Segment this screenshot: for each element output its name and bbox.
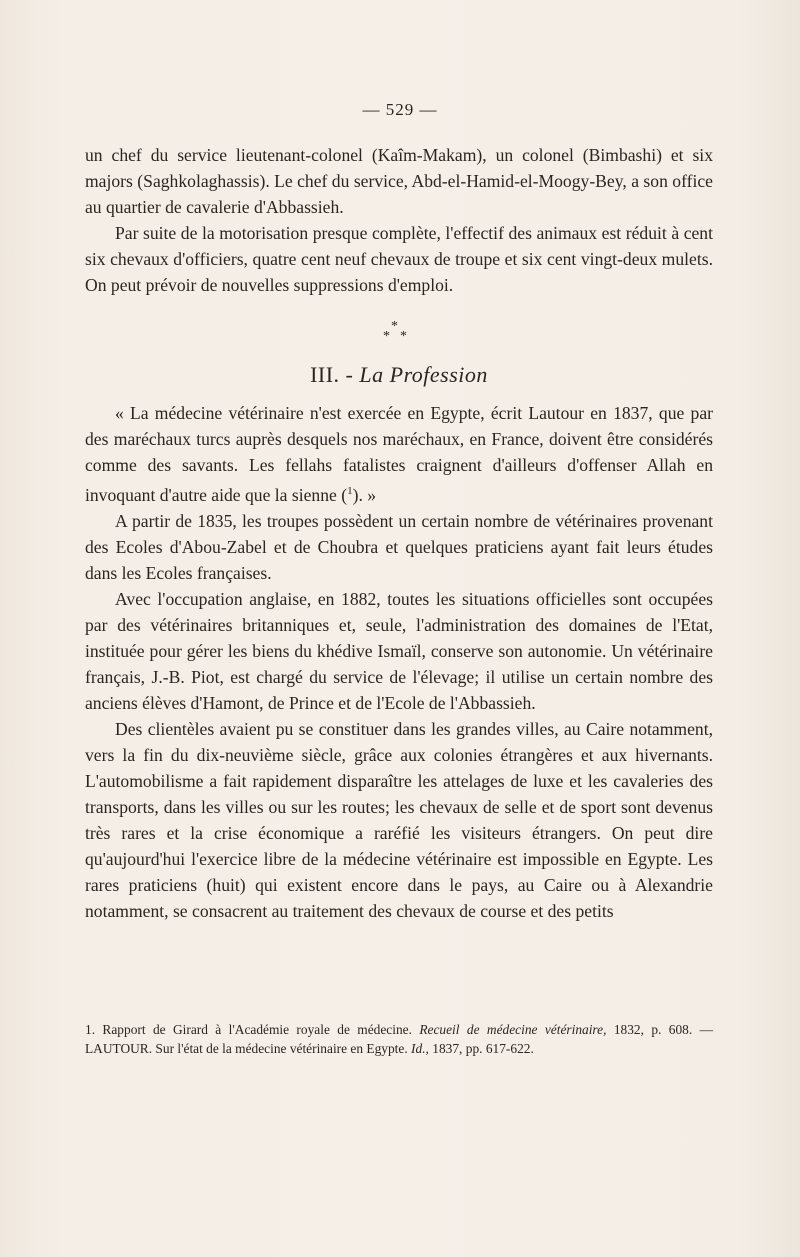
section-heading xyxy=(85,362,713,388)
paragraph: Par suite de la motorisation presque complète, l'effectif des animaux est réduit à cent six chevaux d'officiers, quatre cent neuf chevaux de troupe et six cent vingt-deux mulets. On peut prévoir de nouvelles suppressions d'emploi. xyxy=(85,223,713,295)
paragraph xyxy=(85,400,713,508)
separator-star: * xyxy=(383,329,390,344)
section-number: III. - xyxy=(310,362,354,387)
footnote-journal: Recueil de médecine vétérinaire, xyxy=(419,1022,607,1037)
section-separator xyxy=(85,300,713,352)
separator-star: * xyxy=(400,329,407,344)
paragraph: Des clientèles avaient pu se constituer dans les grandes villes, au Caire notamment, vers la fin du dix-neuvième siècle, grâce aux colonies étrangères et aux hivernants. L'automobilisme a fait rapidement disparaître les attelages de luxe et les cavaleries des transports, dans les villes ou sur les routes; les chevaux de selle et de sport sont devenus très rares et la crise économique a raréfié les visiteurs étrangers. On peut dire qu'aujourd'hui l'exercice libre de la médecine vétérinaire est impossible en Egypte. Les rares praticiens (huit) qui existent encore dans le pays, au Caire ou à Alexandrie notamment, se consacrent au traitement des chevaux de course et des petits xyxy=(85,718,713,921)
footnote xyxy=(85,1020,713,1058)
main-text xyxy=(85,142,713,924)
page-number: — 529 — xyxy=(362,100,438,119)
quote-end: ). » xyxy=(352,484,377,505)
footnote-text: 1. Rapport de Girard à l'Académie royale de médecine. xyxy=(85,1022,412,1037)
footnote-ibid: Id., xyxy=(411,1041,429,1056)
footnote-ref: 1 xyxy=(347,485,353,497)
paragraph: Avec l'occupation anglaise, en 1882, toutes les situations officielles sont occupées par des vétérinaires britanniques et, seule, l'administration des domaines de l'Etat, instituée pour gérer les biens du khédive Ismaïl, conserve son autonomie. Un vétérinaire français, J.-B. Piot, est chargé du service de l'élevage; il utilise un certain nombre des anciens élèves d'Hamont, de Prince et de l'Ecole de l'Abbassieh. xyxy=(85,588,713,713)
separator-star: * xyxy=(391,319,398,334)
paragraph-text: « La médecine vétérinaire n'est exercée en Egypte, écrit Lautour en 1837, que par des maréchaux turcs auprès desquels nos maréchaux, en France, doivent être considérés comme des savants. Les fellahs fatalistes craignent d'ailleurs d'offenser Allah en invoquant d'autre aide que la sienne ( xyxy=(85,403,713,505)
footnote-text: 1832, p. 608. — LAUTOUR. Sur l'état de la médecine vétérinaire en Egypte. xyxy=(85,1022,713,1056)
paragraph: A partir de 1835, les troupes possèdent un certain nombre de vétérinaires provenant des Ecoles d'Abou-Zabel et de Choubra et quelques praticiens ayant fait leurs études dans les Ecoles françaises. xyxy=(85,510,713,583)
footnote-text: 1837, pp. 617-622. xyxy=(432,1041,534,1056)
section-title: La Profession xyxy=(359,362,488,387)
paragraph: un chef du service lieutenant-colonel (Kaîm-Makam), un colonel (Bimbashi) et six majors (Saghkolaghassis). Le chef du service, Abd-el-Hamid-el-Moogy-Bey, a son office au quartier de cavalerie d'Abbassieh. xyxy=(85,145,713,217)
